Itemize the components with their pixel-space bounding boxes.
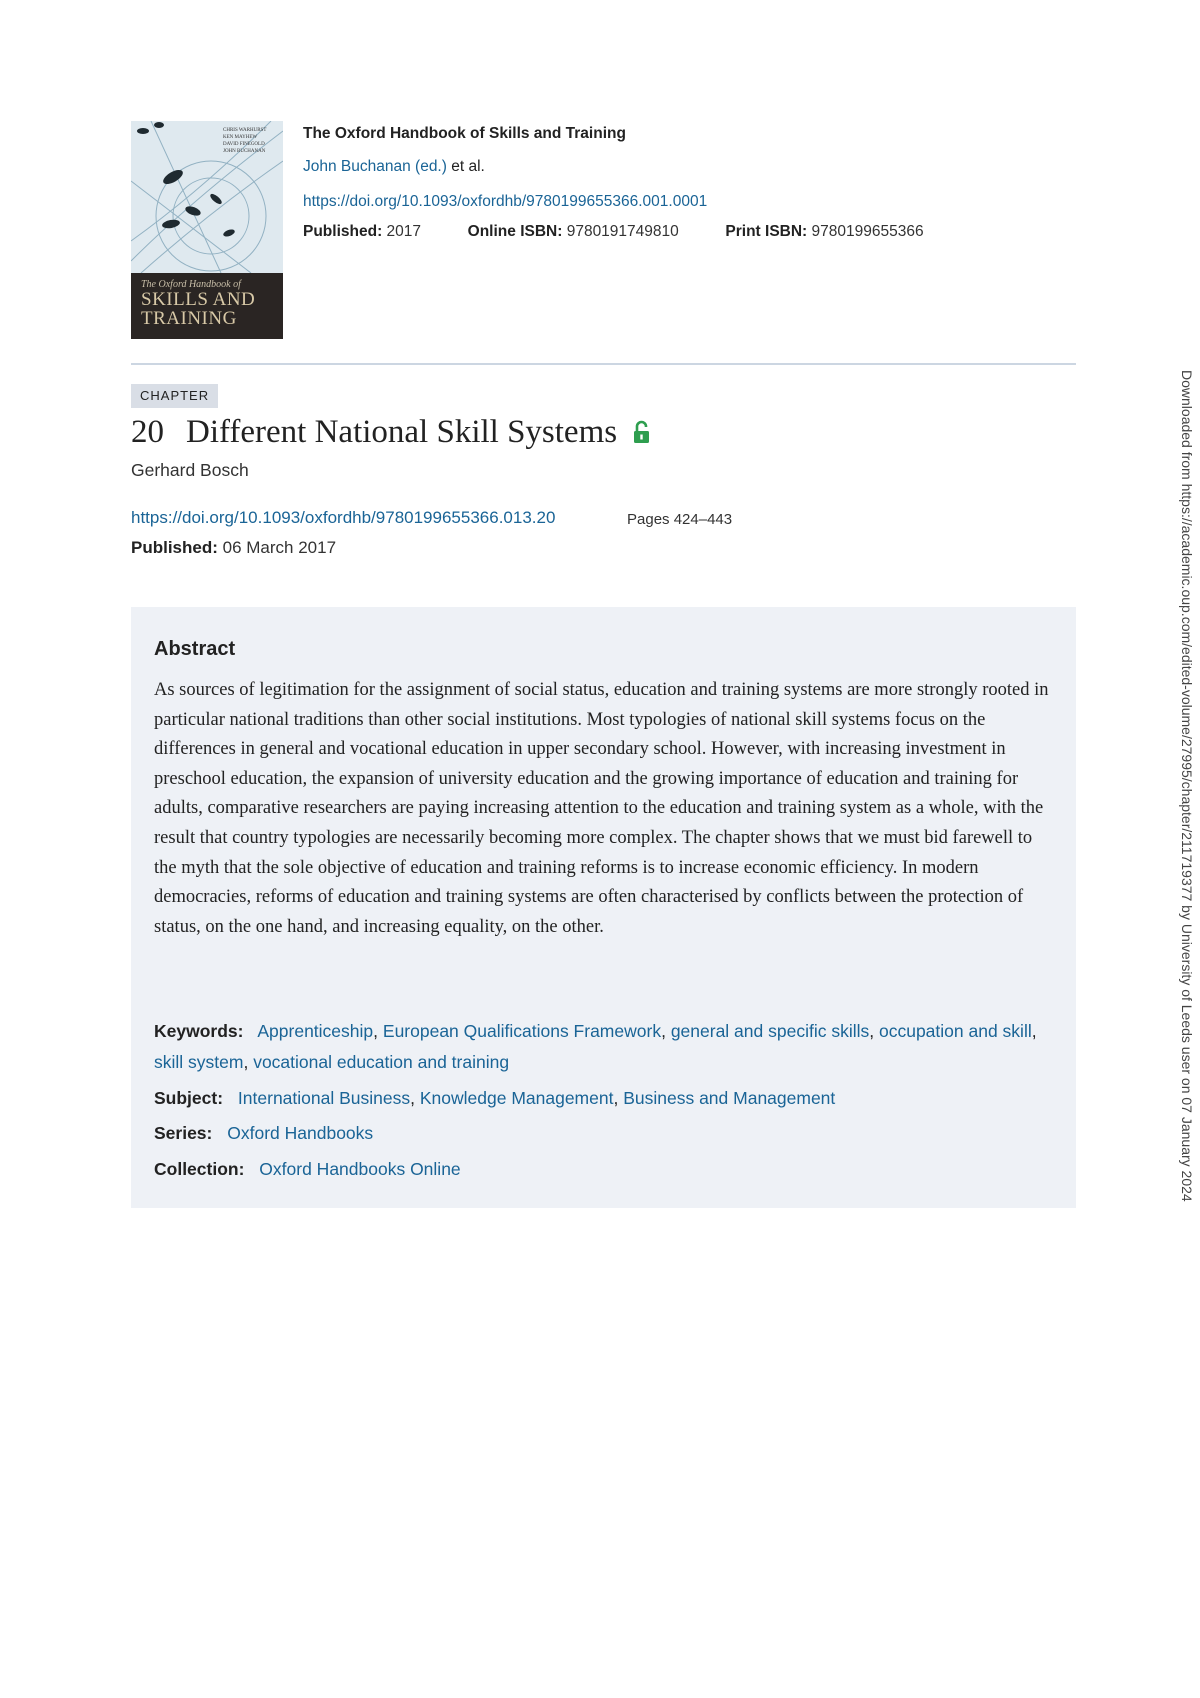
book-cover[interactable] xyxy=(131,121,283,339)
keyword-link[interactable]: European Qualifications Framework xyxy=(382,1021,662,1041)
abstract-text: As sources of legitimation for the assignment of social status, education and training systems are more strongly rooted in particular national traditions than other social institutions. Most typologies of national skill systems focus on the differences in general and vocational education in upper secondary school. However, with increasing investment in preschool education, the expansion of university education and the growing importance of education and training for adults, comparative researchers are paying increasing attention to the education and training system as a whole, with the result that country typologies are necessarily becoming more complex. The chapter shows that we must bid farewell to the myth that the sole objective of education and training reforms is to increase economic efficiency. In modern democracies, reforms of education and training systems are often characterised by conflicts between the protection of status, on the one hand, and increasing equality, on the other. xyxy=(154,680,1049,937)
subject-label: Subject: xyxy=(154,1088,224,1108)
keyword-link[interactable]: general and specific skills xyxy=(670,1021,870,1041)
chapter-doi-link[interactable]: https://doi.org/10.1093/oxfordhb/9780199655366.013.20 xyxy=(131,508,556,527)
book-doi-link[interactable]: https://doi.org/10.1093/oxfordhb/9780199655366.001.0001 xyxy=(303,193,708,210)
chapter-doi xyxy=(131,508,555,528)
chapter-author: Gerhard Bosch xyxy=(131,460,249,480)
header-divider xyxy=(131,363,1076,365)
book-title: The Oxford Handbook of Skills and Training xyxy=(303,125,626,142)
cover-title-band: The Oxford Handbook of SKILLS AND TRAINING xyxy=(131,273,283,339)
online-isbn-label: Online ISBN: xyxy=(467,223,563,240)
chapter-title: Different National Skill Systems xyxy=(186,414,618,450)
keyword-link[interactable]: vocational education and training xyxy=(253,1052,510,1072)
series-label: Series: xyxy=(154,1123,213,1143)
book-meta xyxy=(303,223,924,241)
subject-link[interactable]: Knowledge Management xyxy=(419,1088,614,1108)
cover-editors: CHRIS WARHURST KEN MAYHEW DAVID FINEGOLD JOHN BUCHANAN xyxy=(223,128,267,154)
book-editor xyxy=(303,158,485,176)
keyword-link[interactable]: occupation and skill xyxy=(878,1021,1032,1041)
series-row xyxy=(154,1118,1054,1149)
collection-label: Collection: xyxy=(154,1159,245,1179)
series-link[interactable]: Oxford Handbooks xyxy=(227,1123,374,1143)
editor-link[interactable]: John Buchanan (ed.) xyxy=(303,158,447,175)
chapter-published xyxy=(131,538,336,558)
print-isbn-label: Print ISBN: xyxy=(725,223,808,240)
keywords-row: Keywords: Apprenticeship, European Qualifications Framework, general and specific skills, occupation and skill, skill system, vocational education and training xyxy=(154,1021,1037,1072)
keyword-link[interactable]: skill system xyxy=(154,1052,244,1072)
collection-row xyxy=(154,1154,1054,1185)
chapter-pages: Pages 424–443 xyxy=(627,511,733,528)
chapter-badge: CHAPTER xyxy=(131,384,218,408)
chapter-number: 20 xyxy=(131,414,164,450)
keyword-link[interactable]: Apprenticeship xyxy=(257,1021,374,1041)
subject-link[interactable]: Business and Management xyxy=(623,1088,836,1108)
abstract-heading: Abstract xyxy=(154,638,236,660)
chapter-published-label: Published: xyxy=(131,538,218,557)
subject-link[interactable]: International Business xyxy=(237,1088,411,1108)
download-watermark: Downloaded from https://academic.oup.com/edited-volume/27995/chapter/211719377 by University of Leeds user on 07 January 2024 xyxy=(1179,370,1195,1202)
subject-row: Subject: International Business, Knowledge Management, Business and Management xyxy=(154,1088,836,1108)
editor-suffix: et al. xyxy=(446,158,485,175)
chapter-heading xyxy=(131,414,650,453)
online-isbn-value: 9780191749810 xyxy=(566,223,679,240)
collection-link[interactable]: Oxford Handbooks Online xyxy=(259,1159,461,1179)
chapter-published-value: 06 March 2017 xyxy=(222,538,337,557)
book-published-value: 2017 xyxy=(386,223,422,240)
keywords-label: Keywords: xyxy=(154,1021,244,1041)
print-isbn-value: 9780199655366 xyxy=(811,223,924,240)
open-lock-icon xyxy=(633,416,650,453)
book-published-label: Published: xyxy=(303,223,383,240)
book-doi xyxy=(303,193,707,211)
